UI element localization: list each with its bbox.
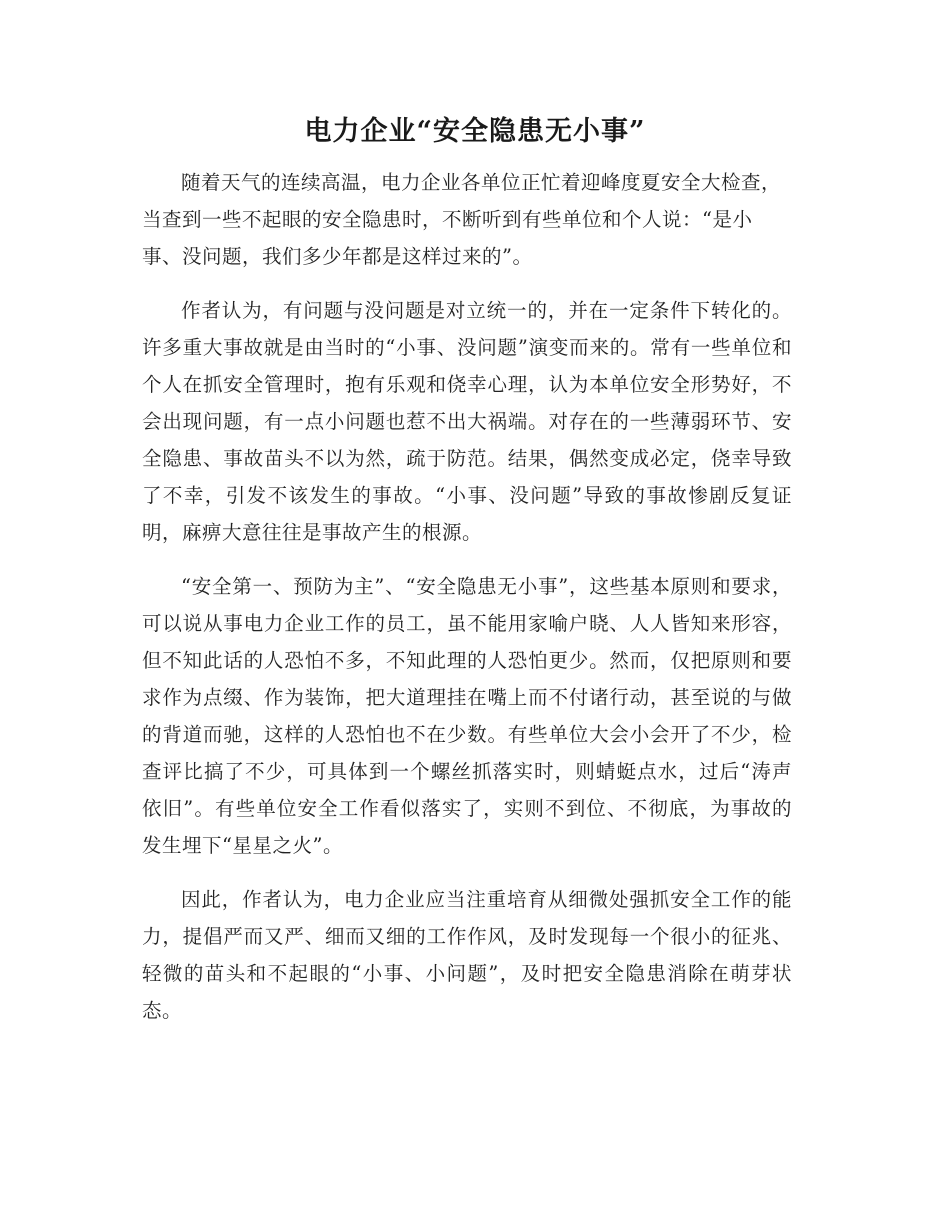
paragraph-2: 作者认为，有问题与没问题是对立统一的，并在一定条件下转化的。许多重大事故就是由当时的“小事、没问题”演变而来的。常有一些单位和个人在抓安全管理时，抱有乐观和侥幸心理，认为本单位安全形势好，不会出现问题，有一点小问题也惹不出大祸端。对存在的一些薄弱环节、安全隐患、事故苗头不以为然，疏于防范。结果，偶然变成必定，侥幸导致了不幸，引发不该发生的事故。“小事、没问题”导致的事故惨剧反复证明，麻痹大意往往是事故产生的根源。: [142, 299, 792, 544]
document-body: [142, 164, 792, 1046]
paragraph-1: 随着天气的连续高温，电力企业各单位正忙着迎峰度夏安全大检查，当查到一些不起眼的安全隐患时，不断听到有些单位和个人说：“是小事、没问题，我们多少年都是这样过来的”。: [142, 171, 782, 268]
document-title: 电力企业“安全隐患无小事”: [304, 116, 646, 147]
paragraph-3: “安全第一、预防为主”、“安全隐患无小事”，这些基本原则和要求，可以说从事电力企业工作的员工，虽不能用家喻户晓、人人皆知来形容，但不知此话的人恐怕不多，不知此理的人恐怕更少。然而，仅把原则和要求作为点缀、作为装饰，把大道理挂在嘴上而不付诸行动，甚至说的与做的背道而驰，这样的人恐怕也不在少数。有些单位大会小会开了不少，检查评比搞了不少，可具体到一个螺丝抓落实时，则蜻蜓点水，过后“涛声依旧”。有些单位安全工作看似落实了，实则不到位、不彻底，为事故的发生埋下“星星之火”。: [142, 575, 792, 857]
paragraph-4: 因此，作者认为，电力企业应当注重培育从细微处强抓安全工作的能力，提倡严而又严、细而又细的工作作风，及时发现每一个很小的征兆、轻微的苗头和不起眼的“小事、小问题”，及时把安全隐患消除在萌芽状态。: [142, 888, 792, 1022]
